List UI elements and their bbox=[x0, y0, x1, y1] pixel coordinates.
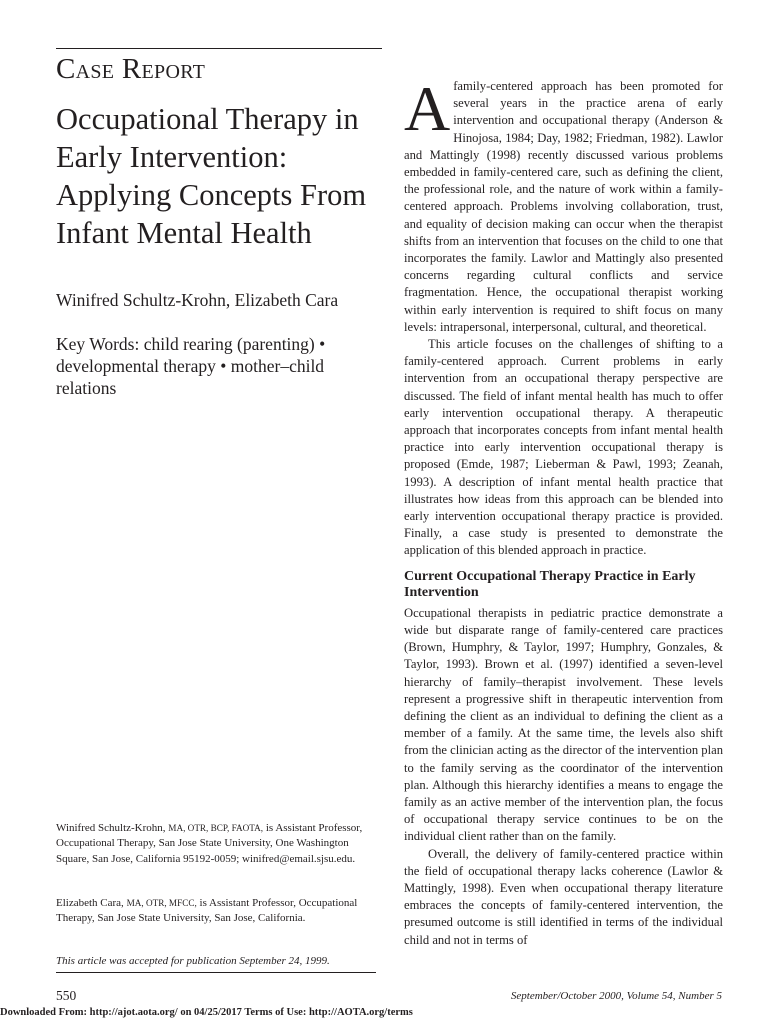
affiliation-credentials: MA, OTR, MFCC, bbox=[126, 898, 197, 908]
affiliation-name: Elizabeth Cara, bbox=[56, 897, 127, 909]
body-paragraph-4: Overall, the delivery of family-centered practice within the field of occupational therapy lacks coherence (Lawlor & Mattingly, 1998). Even when occupational therapy literature embraces the concepts of family-centered intervention, the presumed outcome is still identified in terms of the individual child and not in terms of bbox=[404, 846, 723, 947]
affiliation-name: Winifred Schultz-Krohn, bbox=[56, 822, 169, 834]
affiliation-details: is Assistant Professor, Occupational Therapy, San Jose State University, One Washington Square, San Jose, California 95192-0059; winifred@email.sjsu.edu. bbox=[56, 822, 363, 865]
affiliation-credentials: MA, OTR, BCP, FAOTA, bbox=[168, 823, 264, 833]
key-words: Key Words: child rearing (parenting) • developmental therapy • mother–child relations bbox=[56, 334, 326, 398]
body-paragraph-1 bbox=[404, 73, 723, 336]
article-title: Occupational Therapy in Early Intervention: Applying Concepts From Infant Mental Health bbox=[56, 102, 367, 250]
body-paragraph-2: This article focuses on the challenges of shifting to a family-centered approach. Current problems in early intervention from an occupational therapy perspective are discussed. The field of infant mental health has much to offer early intervention occupational therapy. A therapeutic approach that incorporates concepts from infant mental health practice into early intervention occupational therapy is proposed (Emde, 1987; Lieberman & Pawl, 1993; Zeanah, 1993). A description of infant mental health practice that illustrates how ideas from this approach can be blended into early intervention occupational therapy practice is provided. Finally, a case study is presented to demonstrate the application of this blended approach in practice. bbox=[404, 337, 723, 558]
drop-cap: A bbox=[404, 73, 451, 144]
article-body bbox=[404, 73, 723, 949]
paragraph-text: family-centered approach has been promoted for several years in the practice arena of early intervention and occupational therapy (Anderson & Hinojosa, 1984; Day, 1982; Friedman, 1982). Lawlor and Mattingly (1998) recently discussed various problems embedded in family-centered care, such as defining the client, the professional role, and the nature of work within a family-centered approach. Problems involving collaboration, trust, and equality of decision making can occur when the therapist shifts from an intervention that focuses on the child to one that incorporates the family. Lawlor and Mattingly also presented concerns regarding cultural conflicts and service fragmentation. Hence, the occupational therapist working within early intervention is required to shift focus on many levels: intrapersonal, interpersonal, cultural, and theoretical. bbox=[404, 79, 723, 334]
header-rule bbox=[56, 48, 382, 49]
section-label: Case Report bbox=[56, 53, 206, 85]
author-affiliation-2 bbox=[56, 896, 378, 927]
page-number: 550 bbox=[56, 988, 77, 1003]
body-paragraph-3: Occupational therapists in pediatric practice demonstrate a wide but disparate range of family-centered care practices (Brown, Humphry, & Taylor, 1997; Humphry, Gonzales, & Taylor, 1993). Brown et al. (1997) identified a seven-level hierarchy of family–therapist involvement. These levels represent a progressive shift in therapeutic intervention from defining the client as an individual to defining the client as a member of a family. At the same time, the levels also shift from the clinician acting as the director of the intervention plan to the family serving as the coordinator of the intervention plan. Although this hierarchy identifies a means to engage the family as an active member of the intervention plan, the focus of occupational therapy service continues to be on the individual client rather than on the family. bbox=[404, 605, 723, 844]
affiliation-rule bbox=[56, 972, 376, 973]
affiliation-details: is Assistant Professor, Occupational Therapy, San Jose State University, San Jose, California. bbox=[56, 897, 358, 925]
download-notice: Downloaded From: http://ajot.aota.org/ on 04/25/2017 Terms of Use: http://AOTA.org/terms bbox=[0, 1007, 413, 1018]
issue-info: September/October 2000, Volume 54, Number 5 bbox=[510, 990, 722, 1002]
acceptance-note: This article was accepted for publication September 24, 1999. bbox=[56, 955, 330, 967]
author-affiliation-1 bbox=[56, 821, 378, 867]
section-heading: Current Occupational Therapy Practice in Early Intervention bbox=[404, 568, 696, 601]
author-list: Winifred Schultz-Krohn, Elizabeth Cara bbox=[56, 290, 339, 310]
